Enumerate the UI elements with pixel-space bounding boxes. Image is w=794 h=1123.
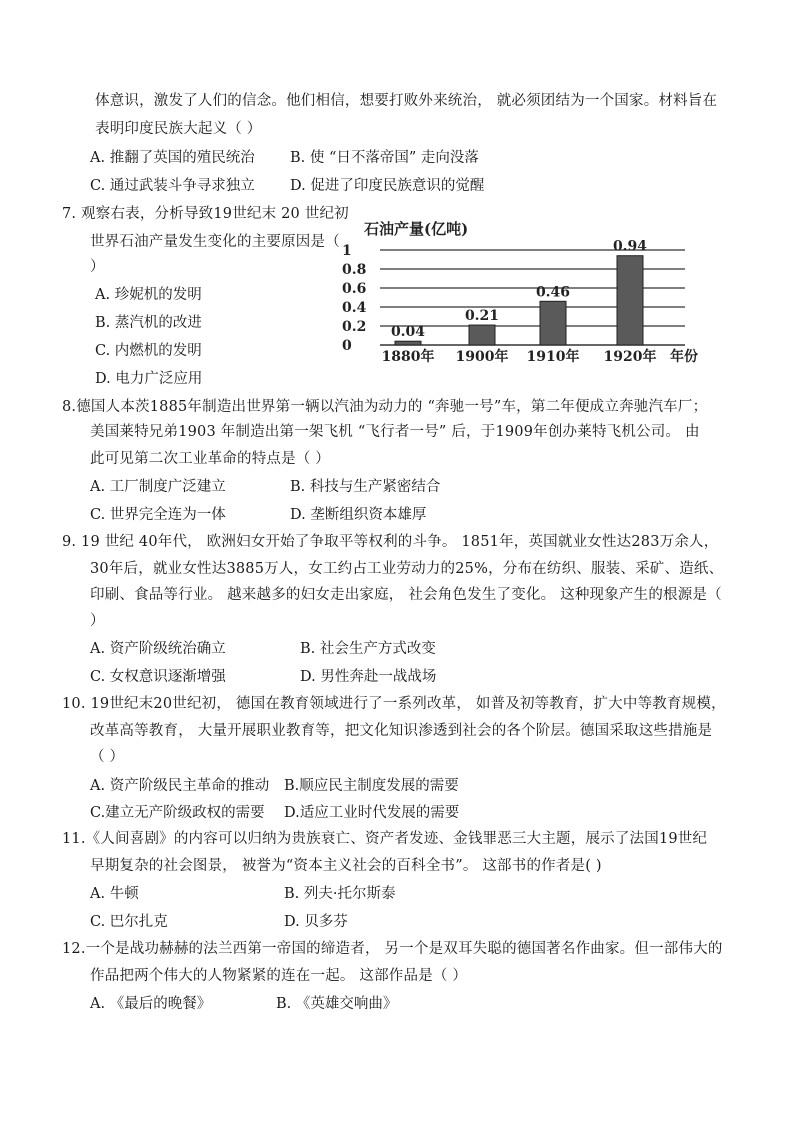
- bar-1910年: [540, 301, 566, 345]
- q10-option-b: B.顺应民主制度发展的需要: [284, 778, 459, 794]
- q9-option-c: C. 女权意识逐渐增强: [90, 669, 226, 685]
- q10-stem-line3: （ ）: [90, 749, 125, 765]
- q11-stem-line2: 早期复杂的社会图景， 被誉为“资本主义社会的百科全书”。 这部书的作者是( ): [90, 858, 602, 874]
- q8-stem-line1: 8.德国人本茨1885年制造出世界第一辆以汽油为动力的 “奔驰一号”车，第二年便成立奔驰汽车厂；: [62, 399, 708, 415]
- q6-stem-line2: 表明印度民族大起义（ ）: [95, 121, 262, 137]
- bar-1920年: [617, 256, 643, 345]
- q9-option-a: A. 资产阶级统治确立: [90, 641, 226, 657]
- q7-stem-line1: 7. 观察右表，分析导致19世纪末 20 世纪初: [62, 206, 349, 222]
- q11-option-c: C. 巴尔扎克: [90, 914, 168, 930]
- q7-option-c: C. 内燃机的发明: [95, 343, 202, 359]
- oil-production-chart: [340, 214, 710, 370]
- bar-1900年: [469, 325, 495, 345]
- q6-option-a: A. 推翻了英国的殖民统治: [90, 150, 255, 166]
- bar-value-label: 0.46: [535, 284, 571, 301]
- q11-stem-line1: 11.《人间喜剧》的内容可以归纳为贵族衰亡、资产者发迹、金钱罪恶三大主题，展示了法国19世纪: [62, 831, 708, 847]
- bar-value-label: 0.94: [612, 238, 648, 255]
- x-tick-label: 1880年: [381, 349, 435, 365]
- q10-option-a: A. 资产阶级民主革命的推动: [90, 778, 270, 794]
- q11-option-d: D. 贝多芬: [284, 914, 348, 930]
- q7-option-a: A. 珍妮机的发明: [95, 287, 202, 303]
- y-tick-label: 0.4: [342, 300, 367, 316]
- q9-stem-line3: 印刷、食品等行业。 越来越多的妇女走出家庭， 社会角色发生了变化。 这种现象产生的根源是（: [90, 587, 722, 603]
- bar-value-label: 0.04: [390, 324, 426, 341]
- q8-stem-line2: 美国莱特兄弟1903 年制造出第一架飞机 “飞行者一号” 后，于1909年创办莱特飞机公司。 由: [90, 424, 700, 440]
- q8-option-a: A. 工厂制度广泛建立: [90, 479, 226, 495]
- x-axis-label: 年份: [670, 349, 698, 365]
- chart-title: 石油产量(亿吨): [364, 220, 469, 238]
- x-tick-label: 1910年: [526, 349, 580, 365]
- q12-option-a: A. 《最后的晚餐》: [90, 996, 212, 1012]
- q6-option-c: C. 通过武装斗争寻求独立: [90, 178, 255, 194]
- q9-option-d: D. 男性奔赴一战战场: [300, 669, 437, 685]
- q11-option-b: B. 列夫·托尔斯泰: [284, 886, 396, 902]
- q10-option-c: C.建立无产阶级政权的需要: [90, 805, 265, 821]
- q9-stem-line4: ）: [90, 613, 105, 629]
- x-tick-label: 1900年: [455, 349, 509, 365]
- x-tick-label: 1920年: [603, 349, 657, 365]
- q10-option-d: D.适应工业时代发展的需要: [284, 805, 460, 821]
- q12-stem-line1: 12.一个是战功赫赫的法兰西第一帝国的缔造者， 另一个是双耳失聪的德国著名作曲家。但一部伟大的: [62, 941, 723, 957]
- q9-stem-line1: 9. 19 世纪 40年代， 欧洲妇女开始了争取平等权利的斗争。 1851年，英国就业女性达283万余人，: [62, 534, 719, 550]
- y-tick-label: 0.8: [342, 262, 367, 278]
- q6-option-b: B. 使 “日不落帝国” 走向没落: [290, 150, 479, 166]
- q8-stem-line3: 此可见第二次工业革命的特点是（ ）: [90, 451, 331, 467]
- bar-1880年: [395, 341, 421, 345]
- y-tick-label: 0: [342, 338, 352, 354]
- q11-option-a: A. 牛顿: [90, 886, 139, 902]
- q6-stem-line1: 体意识，激发了人们的信念。他们相信，想要打败外来统治， 就必须团结为一个国家。材料旨在: [95, 93, 718, 109]
- y-tick-label: 1: [342, 243, 352, 259]
- q12-stem-line2: 作品把两个伟大的人物紧紧的连在一起。 这部作品是（ ）: [90, 968, 468, 984]
- q7-option-d: D. 电力广泛应用: [95, 371, 203, 387]
- q8-option-c: C. 世界完全连为一体: [90, 507, 226, 523]
- bar-value-label: 0.21: [464, 308, 500, 325]
- q10-stem-line2: 改革高等教育， 大量开展职业教育等，把文化知识渗透到社会的各个阶层。德国采取这些措施是: [90, 723, 713, 739]
- q12-option-b: B. 《英雄交响曲》: [276, 996, 398, 1012]
- q7-stem-line3: ）: [90, 259, 105, 275]
- q8-option-d: D. 垄断组织资本雄厚: [290, 507, 427, 523]
- q6-option-d: D. 促进了印度民族意识的觉醒: [290, 178, 485, 194]
- q9-stem-line2: 30年后，就业女性达3885万人，女工约占工业劳动力的25%，分布在纺织、服装、采矿、造纸、: [90, 561, 724, 577]
- q7-option-b: B. 蒸汽机的改进: [95, 315, 202, 331]
- q8-option-b: B. 科技与生产紧密结合: [290, 479, 441, 495]
- y-tick-label: 0.2: [342, 319, 367, 335]
- q9-option-b: B. 社会生产方式改变: [300, 641, 436, 657]
- y-tick-label: 0.6: [342, 281, 367, 297]
- q10-stem-line1: 10. 19世纪末20世纪初， 德国在教育领域进行了一系列改革， 如普及初等教育，扩大中等教育规模，: [62, 696, 726, 712]
- q7-stem-line2: 世界石油产量发生变化的主要原因是（: [90, 234, 340, 250]
